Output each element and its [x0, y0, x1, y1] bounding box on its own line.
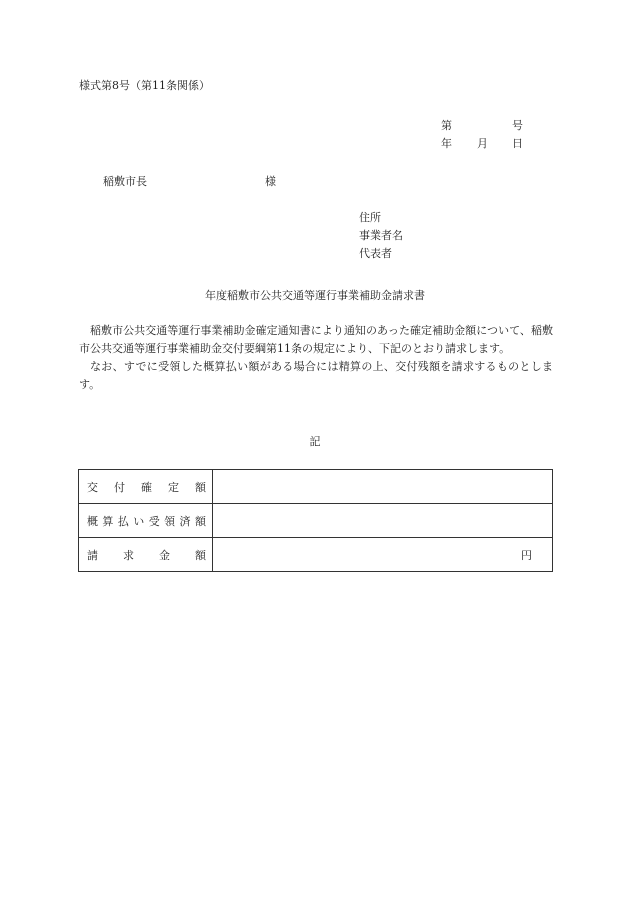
- representative-label: 代表者: [359, 247, 392, 260]
- label-char: 払: [117, 514, 129, 528]
- body-paragraph-1: 稲敷市公共交通等運行事業補助金確定通知書により通知のあった確定補助金額について、稲敷市公共交通等運行事業補助金交付要綱第11条の規定により、下記のとおり請求します。: [79, 324, 553, 355]
- date-day: 日: [512, 137, 523, 150]
- confirmed-grant-amount-label: [79, 470, 213, 504]
- claim-amount-value: 円: [213, 538, 553, 572]
- document-title: 年度稲敷市公共交通等運行事業補助金請求書: [205, 289, 425, 302]
- confirmed-grant-amount-value: [213, 470, 553, 504]
- label-char: 額: [195, 480, 206, 494]
- amount-table: [78, 469, 553, 572]
- ki-heading: 記: [309, 435, 321, 448]
- label-char: 請: [87, 548, 98, 562]
- table-row: [79, 470, 553, 504]
- address-label: 住所: [359, 211, 381, 224]
- reference-gou: 号: [512, 119, 523, 132]
- date-year: 年: [441, 137, 452, 150]
- reference-dai: 第: [441, 119, 452, 132]
- addressee-honorific: 様: [265, 175, 276, 188]
- label-char: 求: [123, 548, 134, 562]
- label-char: 交: [87, 480, 98, 494]
- company-label: 事業者名: [359, 229, 403, 242]
- table-row: [79, 538, 553, 572]
- label-char: 受: [148, 514, 160, 528]
- form-number: 様式第8号（第11条関係）: [79, 79, 210, 92]
- claim-amount-label: [79, 538, 213, 572]
- label-char: 確: [141, 480, 152, 494]
- received-advance-amount-value: [213, 504, 553, 538]
- label-char: 済: [179, 514, 191, 528]
- received-advance-amount-label: [79, 504, 213, 538]
- sender-block: [359, 212, 403, 266]
- addressee-name: 稲敷市長: [103, 175, 147, 188]
- label-char: 概: [87, 514, 98, 528]
- label-char: 付: [114, 480, 125, 494]
- label-char: 金: [159, 548, 170, 562]
- body-text: [79, 322, 553, 394]
- body-paragraph-2: なお、すでに受領した概算払い額がある場合には精算の上、交付残額を請求するものとします。: [79, 360, 553, 391]
- table-row: [79, 504, 553, 538]
- label-char: い: [133, 514, 145, 528]
- label-char: 額: [194, 514, 206, 528]
- label-char: 定: [168, 480, 179, 494]
- date-month: 月: [477, 137, 488, 150]
- label-char: 領: [164, 514, 176, 528]
- label-char: 算: [102, 514, 114, 528]
- label-char: 額: [195, 548, 206, 562]
